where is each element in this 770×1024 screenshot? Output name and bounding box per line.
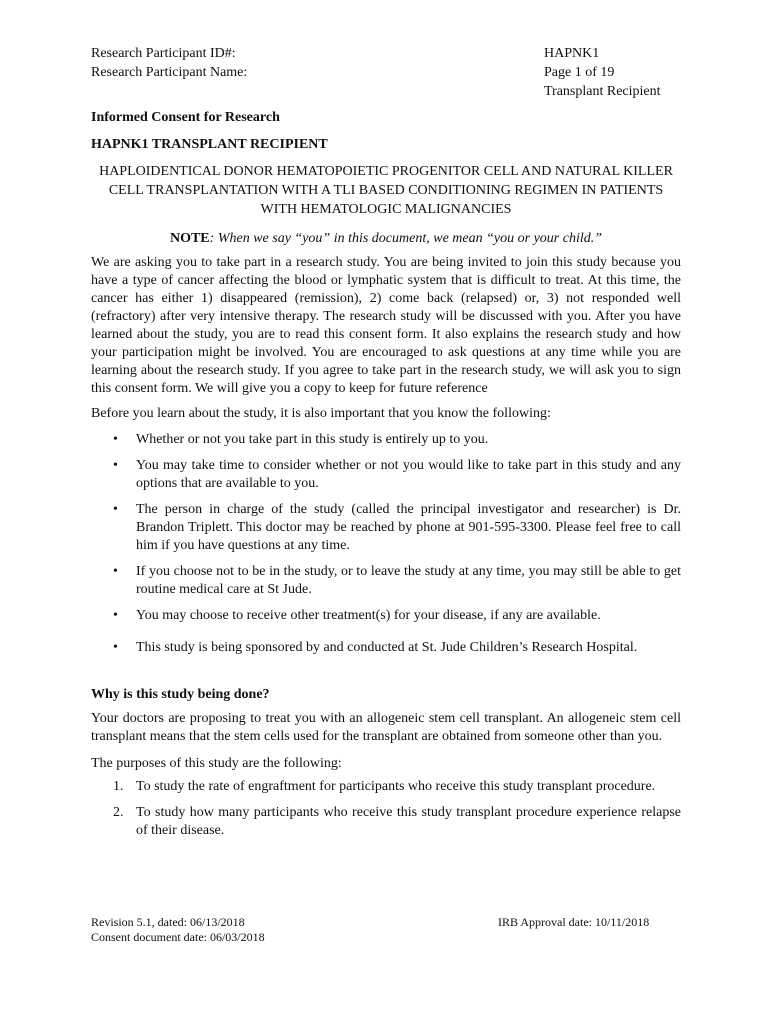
participant-id-label: Research Participant ID#: [91,46,236,61]
intro-paragraph: We are asking you to take part in a research study. You are being invited to join this study because you have a type of cancer affecting the blood or lymphatic system that is difficult to treat. At this time, the cancer has either 1) disappeared (remission), 2) come back (relapsed) or, 3) not responded well (refractory) after very intensive therapy. The research study will be discussed with you. After you have learned about the study, you are to read this consent form. It also explains the research study and how your participation might be involved. You are encouraged to ask questions at any time while you are learning about the research study. If you agree to take part in the research study, we will ask you to sign this consent form. We will give you a copy to keep for future reference [91,255,681,396]
purposes-intro: The purposes of this study are the following: [91,756,342,771]
bullet-icon: • [113,432,118,447]
study-title: HAPLOIDENTICAL DONOR HEMATOPOIETIC PROGENITOR CELL AND NATURAL KILLER CELL TRANSPLANTATION WITH A TLI BASED CONDITIONING REGIMEN IN PATIENTS WITH HEMATOLOGIC MALIGNANCIES [99,164,673,217]
footer-dates [91,915,265,945]
note-label: NOTE [169,231,210,246]
list-item [91,457,681,493]
list-item [91,563,681,599]
consent-heading: Informed Consent for Research [91,110,280,125]
info-bullet-list [91,431,681,657]
purpose-text: To study how many participants who receive this study transplant procedure experience relapse of their disease. [136,805,681,838]
purposes-list [91,778,681,840]
study-code-heading: HAPNK1 TRANSPLANT RECIPIENT [91,137,328,152]
list-item [91,778,681,796]
bullet-text: The person in charge of the study (called the principal investigator and researcher) is Dr. Brandon Triplett. This doctor may be reached by phone at 901-595-3300. Please feel free to call him if you have questions at any time. [136,502,681,553]
revision-date: Revision 5.1, dated: 06/13/2018 [91,915,245,929]
form-type: Transplant Recipient [544,84,661,99]
why-heading: Why is this study being done? [91,687,270,702]
list-item [91,607,681,625]
document-info [544,44,661,101]
bullet-icon: • [113,458,118,473]
bullet-text: If you choose not to be in the study, or to leave the study at any time, you may still be able to get routine medical care at St Jude. [136,564,681,597]
consent-page [91,44,681,848]
participant-name-label: Research Participant Name: [91,65,248,80]
participant-info [91,44,247,82]
list-item [91,431,681,449]
bullet-icon: • [113,640,118,655]
list-item [91,639,681,657]
purpose-text: To study the rate of engraftment for participants who receive this study transplant procedure. [136,779,656,794]
bullet-text: You may take time to consider whether or not you would like to take part in this study and any options that are available to you. [136,458,681,491]
page-header [91,44,681,104]
irb-approval-date: IRB Approval date: 10/11/2018 [498,915,650,929]
bullet-icon: • [113,502,118,517]
protocol-code: HAPNK1 [544,46,600,61]
list-item [91,501,681,555]
item-number: 2. [113,805,124,820]
note-line [91,229,681,248]
consent-document-date: Consent document date: 06/03/2018 [91,930,265,944]
bullet-icon: • [113,564,118,579]
bullet-text: You may choose to receive other treatment(s) for your disease, if any are available. [136,608,601,623]
bullet-icon: • [113,608,118,623]
list-item [91,804,681,840]
page-number: Page 1 of 19 [544,65,615,80]
bullet-text: Whether or not you take part in this study is entirely up to you. [136,432,489,447]
note-text: : When we say “you” in this document, we mean “you or your child.” [209,231,603,246]
item-number: 1. [113,779,124,794]
why-paragraph: Your doctors are proposing to treat you with an allogeneic stem cell transplant. An allogeneic stem cell transplant means that the stem cells used for the transplant are obtained from someone other than you. [91,711,681,744]
bullet-text: This study is being sponsored by and conducted at St. Jude Children’s Research Hospital. [136,640,638,655]
before-text: Before you learn about the study, it is also important that you know the following: [91,406,551,421]
